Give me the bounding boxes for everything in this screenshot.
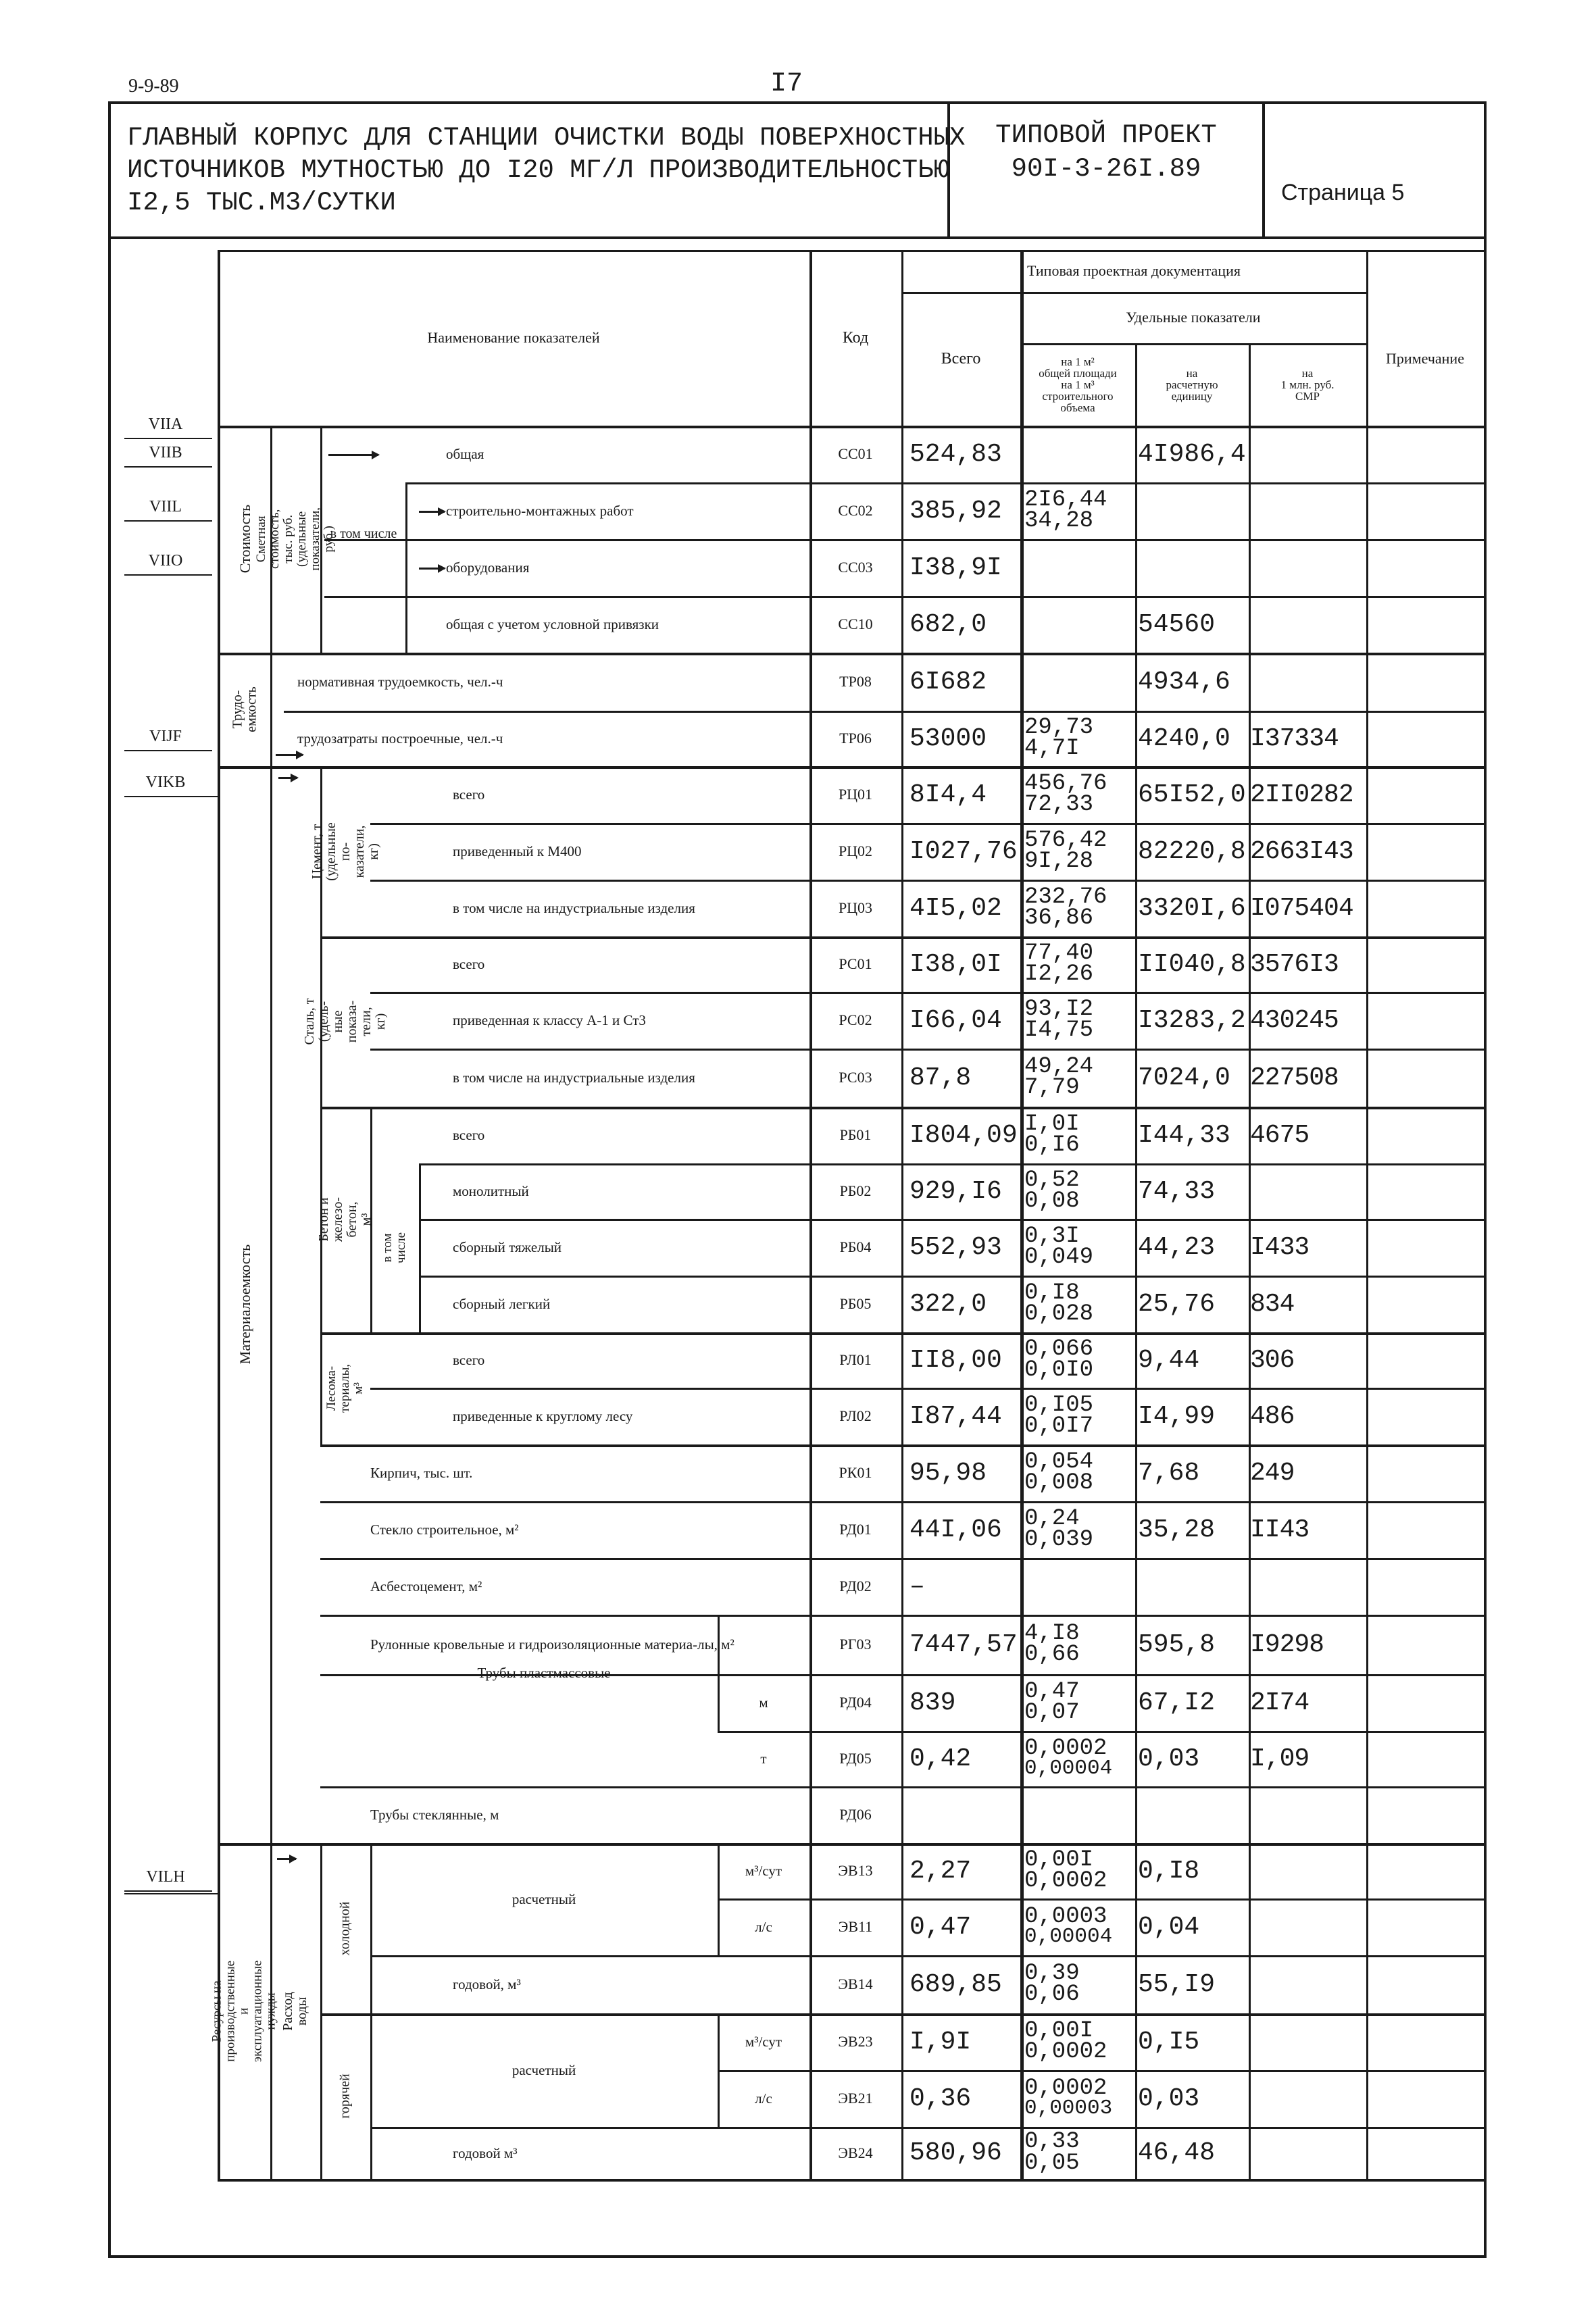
- row-code: РД06: [839, 1806, 872, 1823]
- row-per-area-value: 0,066: [1024, 1336, 1094, 1362]
- row-per-area: [1024, 2127, 1134, 2179]
- row-per-area-value: 0,47: [1024, 1678, 1080, 1705]
- group-steel: Сталь, т (удель-ные показа-тели, кг): [302, 998, 388, 1045]
- row-total: 839: [909, 1688, 956, 1717]
- row-per-unit: 4934,6: [1138, 667, 1230, 697]
- col-header-per-area-line: общей площади: [1039, 366, 1117, 380]
- row-per-area-value: 0,0003: [1024, 1904, 1107, 1930]
- row-code: ТР08: [839, 673, 872, 690]
- row-per-area-value: 77,40: [1024, 940, 1094, 966]
- row-per-mln: [1250, 1898, 1365, 1955]
- col-header-per-unit-line: расчетную: [1166, 378, 1218, 391]
- row-code: РД04: [839, 1694, 872, 1711]
- row-name: приведенные к круглому лесу: [453, 1408, 633, 1424]
- row-per-area: [1024, 1674, 1134, 1731]
- row-per-area-value: 0,07: [1024, 1700, 1080, 1726]
- row-per-mln: I9298: [1250, 1630, 1324, 1659]
- row-code: РС03: [839, 1069, 872, 1086]
- row-per-area-value: 0,3I: [1024, 1223, 1080, 1249]
- row-total: I804,09: [909, 1120, 1018, 1150]
- row-per-mln: [1250, 2127, 1365, 2179]
- group-concrete: Бетон и железо-бетон, м³: [316, 1197, 374, 1242]
- row-total: I38,0I: [909, 949, 1002, 979]
- margin-mark: VIIA: [148, 415, 183, 433]
- project-number: 90I-3-26I.89: [1011, 154, 1201, 184]
- row-per-area-value: 0,0002: [1024, 2076, 1107, 2102]
- row-per-unit: [1138, 1786, 1247, 1843]
- row-code: СС02: [838, 502, 873, 519]
- row-per-mln: [1250, 1786, 1365, 1843]
- row-total: 44I,06: [909, 1515, 1002, 1544]
- col-header-per-area: [1020, 346, 1135, 423]
- row-code: РД01: [839, 1521, 872, 1538]
- row-total: 385,92: [909, 496, 1002, 526]
- row-code: ЭВ13: [838, 1862, 873, 1879]
- row-per-unit: 74,33: [1138, 1176, 1216, 1206]
- row-name: сборный тяжелый: [453, 1239, 562, 1255]
- row-code: РГ03: [839, 1636, 872, 1653]
- col-header-per-mln: [1249, 346, 1366, 423]
- row-per-area-value: 0,06: [1024, 1982, 1080, 2007]
- row-per-area: [1024, 1898, 1134, 1955]
- margin-mark: VIKB: [145, 773, 186, 791]
- row-name: всего: [453, 1127, 485, 1143]
- margin-mark: VIIO: [148, 551, 183, 570]
- row-name: годовой, м³: [453, 1976, 521, 1992]
- row-per-area: [1024, 936, 1134, 992]
- row-total: 95,98: [909, 1458, 987, 1488]
- row-total: 8I4,4: [909, 780, 987, 809]
- row-per-unit: 4240,0: [1138, 724, 1230, 753]
- calc-label-cold: расчетный: [512, 1890, 576, 1907]
- row-per-area-value: 0,054: [1024, 1449, 1094, 1475]
- row-per-unit: 3320I,6: [1138, 893, 1246, 923]
- row-per-area-value: I4,75: [1024, 1017, 1094, 1043]
- row-per-mln: [1250, 1955, 1365, 2013]
- row-code: ЭВ11: [838, 1918, 873, 1935]
- calc-label-hot: расчетный: [512, 2061, 576, 2078]
- row-per-unit: 25,76: [1138, 1289, 1216, 1319]
- row-code: СС01: [838, 445, 873, 462]
- title-block: [127, 122, 965, 219]
- margin-mark: VIJF: [149, 727, 182, 745]
- row-per-mln: [1250, 1558, 1365, 1615]
- row-per-mln: [1250, 539, 1365, 596]
- sheet-number: I7: [770, 69, 803, 99]
- row-per-mln: 2II0282: [1250, 780, 1353, 809]
- row-per-area: [1024, 1731, 1134, 1786]
- col-header-per-unit-line: на: [1186, 366, 1198, 380]
- row-per-area: [1024, 1107, 1134, 1163]
- group-resources: Ресурсы на производственные и эксплуатационные нужды: [209, 1960, 278, 2062]
- row-per-mln: I37334: [1250, 724, 1339, 753]
- row-per-area-value: 456,76: [1024, 770, 1107, 797]
- row-total: 929,I6: [909, 1176, 1002, 1206]
- col-header-code: Код: [842, 328, 869, 347]
- row-per-mln: 2I74: [1250, 1688, 1310, 1717]
- row-per-mln: I075404: [1250, 893, 1353, 923]
- row-per-area: [1024, 992, 1134, 1049]
- row-code: РС02: [839, 1011, 872, 1028]
- row-per-unit: [1138, 539, 1247, 596]
- row-per-mln: 486: [1250, 1401, 1295, 1431]
- row-code: РД02: [839, 1578, 872, 1594]
- row-name: оборудования: [446, 559, 530, 576]
- row-per-mln: [1250, 482, 1365, 539]
- row-total: I38,9I: [909, 553, 1002, 582]
- row-name: м: [759, 1694, 768, 1711]
- row-code: РЛ01: [839, 1351, 872, 1368]
- row-per-mln: 249: [1250, 1458, 1295, 1488]
- col-header-per-area-line: строительного: [1042, 389, 1114, 403]
- row-per-unit: 55,I9: [1138, 1969, 1216, 1999]
- row-per-area: [1024, 2070, 1134, 2127]
- row-code: РЦ01: [838, 786, 873, 803]
- row-per-area-value: 0,00I: [1024, 1846, 1094, 1873]
- row-per-area: [1024, 711, 1134, 766]
- row-per-area-value: 0,I6: [1024, 1132, 1080, 1158]
- row-per-area-value: 29,73: [1024, 714, 1094, 740]
- row-name: годовой м³: [453, 2144, 518, 2161]
- row-per-unit: 35,28: [1138, 1515, 1216, 1544]
- row-name: строительно-монтажных работ: [446, 503, 634, 519]
- row-per-area-value: 72,33: [1024, 792, 1094, 818]
- row-per-area-value: 0,0002: [1024, 2039, 1107, 2065]
- row-per-area-value: 0,0002: [1024, 1868, 1107, 1894]
- row-name: всего: [453, 1352, 485, 1368]
- row-per-area-value: 36,86: [1024, 905, 1094, 931]
- row-per-area: [1024, 1615, 1134, 1674]
- row-per-unit: 67,I2: [1138, 1688, 1216, 1717]
- row-per-area: [1024, 2013, 1134, 2070]
- col-header-per-area-line: объема: [1060, 401, 1095, 414]
- row-per-area-value: 0,00003: [1024, 2096, 1113, 2121]
- row-per-area-value: 576,42: [1024, 827, 1107, 853]
- row-per-unit: 0,I5: [1138, 2027, 1200, 2057]
- margin-mark: VIIL: [149, 497, 182, 515]
- row-code: ЭВ23: [838, 2033, 873, 2050]
- row-per-unit: 595,8: [1138, 1630, 1216, 1659]
- group-cost: Стоимость: [236, 505, 254, 574]
- row-total: II8,00: [909, 1345, 1002, 1375]
- group-cost-sub: Сметная стоимость, тыс. руб. (удельные показатели, руб.): [254, 507, 336, 571]
- col-header-per-mln-line: на: [1301, 366, 1314, 380]
- col-header-per-area-line: на 1 м²: [1061, 355, 1095, 368]
- row-total: 689,85: [909, 1969, 1002, 1999]
- row-per-unit: I44,33: [1138, 1120, 1230, 1150]
- row-total: 322,0: [909, 1289, 987, 1319]
- col-header-note: Примечание: [1386, 350, 1464, 367]
- row-total: 87,8: [909, 1063, 972, 1092]
- row-per-area: [1024, 1388, 1134, 1444]
- row-name: монолитный: [453, 1183, 529, 1199]
- row-per-mln: [1250, 2013, 1365, 2070]
- row-per-area-value: 49,24: [1024, 1053, 1094, 1080]
- row-per-area-value: 7,79: [1024, 1075, 1080, 1101]
- row-total: I87,44: [909, 1401, 1002, 1431]
- row-total: [909, 1786, 1018, 1843]
- row-code: РК01: [839, 1464, 872, 1481]
- row-name: л/с: [755, 2090, 772, 2107]
- row-per-unit: I4,99: [1138, 1401, 1216, 1431]
- row-per-unit: [1138, 482, 1247, 539]
- row-name: Стекло строительное, м²: [370, 1521, 519, 1538]
- group-concrete-in: в том числе: [380, 1232, 408, 1264]
- row-code: РБ01: [839, 1126, 872, 1143]
- row-per-mln: [1250, 2070, 1365, 2127]
- row-per-mln: 2663I43: [1250, 836, 1353, 866]
- row-per-area: [1024, 1444, 1134, 1501]
- row-per-mln: 306: [1250, 1345, 1295, 1375]
- row-total: I027,76: [909, 836, 1018, 866]
- row-code: РЦ02: [838, 842, 873, 859]
- row-per-area-value: 0,I8: [1024, 1280, 1080, 1306]
- row-per-unit: 46,48: [1138, 2138, 1216, 2167]
- row-name: м³/сут: [745, 2034, 782, 2050]
- row-per-area: [1024, 1276, 1134, 1332]
- row-per-area-value: 93,I2: [1024, 996, 1094, 1022]
- row-total: 682,0: [909, 609, 987, 639]
- row-per-mln: [1250, 653, 1365, 711]
- row-name: л/с: [755, 1919, 772, 1935]
- row-per-area-value: 0,008: [1024, 1470, 1094, 1496]
- row-per-mln: [1250, 1163, 1365, 1219]
- row-per-area-value: 0,028: [1024, 1301, 1094, 1327]
- row-per-area-value: 9I,28: [1024, 849, 1094, 874]
- group-in-that: в том числе: [330, 526, 397, 541]
- row-per-area-value: 0,39: [1024, 1960, 1080, 1986]
- row-total: 0,47: [909, 1912, 972, 1942]
- col-header-per-area-line: на 1 м³: [1061, 378, 1095, 391]
- col-header-typical-docs: Типовая проектная документация: [1027, 262, 1241, 279]
- row-per-area-value: 232,76: [1024, 884, 1107, 910]
- row-code: РД05: [839, 1750, 872, 1767]
- title-line-2: ИСТОЧНИКОВ МУТНОСТЬЮ ДО I20 МГ/Л ПРОИЗВОДИТЕЛЬНОСТЬЮ: [127, 155, 949, 185]
- page-label: Страница 5: [1281, 180, 1405, 205]
- row-per-mln: [1250, 426, 1365, 482]
- row-name: в том числе на индустриальные изделия: [453, 900, 695, 916]
- row-per-mln: I433: [1250, 1232, 1310, 1262]
- row-total: 6I682: [909, 667, 987, 697]
- row-total: 53000: [909, 724, 987, 753]
- row-name: всего: [453, 956, 485, 972]
- row-per-unit: 0,04: [1138, 1912, 1200, 1942]
- row-code: РЛ02: [839, 1407, 872, 1424]
- row-per-unit: II040,8: [1138, 949, 1246, 979]
- row-name: т: [760, 1751, 767, 1767]
- margin-mark: VILH: [146, 1867, 185, 1886]
- row-per-area: [1024, 1049, 1134, 1107]
- row-per-area-value: 0,05: [1024, 2150, 1080, 2176]
- row-code: РБ04: [839, 1238, 872, 1255]
- col-header-per-unit: [1135, 346, 1249, 423]
- row-per-area-value: 0,039: [1024, 1527, 1094, 1553]
- row-per-area: [1024, 482, 1134, 539]
- row-per-unit: 7024,0: [1138, 1063, 1230, 1092]
- group-hot: горячей: [337, 2073, 353, 2119]
- pipes-plastic-label: Трубы пластмассовые: [477, 1664, 611, 1681]
- row-code: СС10: [838, 615, 873, 632]
- row-per-area-value: 0,I05: [1024, 1392, 1094, 1418]
- row-per-area: [1024, 1332, 1134, 1388]
- row-per-mln: 430245: [1250, 1005, 1339, 1035]
- col-header-per-mln-line: 1 млн. руб.: [1280, 378, 1335, 391]
- row-total: 524,83: [909, 439, 1002, 469]
- title-line-1: ГЛАВНЫЙ КОРПУС ДЛЯ СТАНЦИИ ОЧИСТКИ ВОДЫ ПОВЕРХНОСТНЫХ: [127, 123, 966, 153]
- row-total: 552,93: [909, 1232, 1002, 1262]
- row-code: СС03: [838, 559, 873, 576]
- row-per-area-value: 0,08: [1024, 1188, 1080, 1214]
- row-per-mln: 834: [1250, 1289, 1295, 1319]
- row-code: ЭВ14: [838, 1976, 873, 1992]
- row-per-mln: I,09: [1250, 1744, 1310, 1774]
- row-per-area-value: 4,7I: [1024, 736, 1080, 761]
- row-per-unit: 4I986,4: [1138, 439, 1246, 469]
- row-per-area: [1024, 766, 1134, 823]
- row-per-area: [1024, 823, 1134, 880]
- col-header-per-mln-line: СМР: [1295, 389, 1320, 403]
- row-name: приведенная к классу А-1 и Ст3: [453, 1012, 646, 1028]
- row-per-mln: 3576I3: [1250, 949, 1339, 979]
- row-code: РБ02: [839, 1182, 872, 1199]
- row-code: РЦ03: [838, 899, 873, 916]
- row-total: 580,96: [909, 2138, 1002, 2167]
- row-name: нормативная трудоемкость, чел.-ч: [297, 674, 503, 690]
- row-per-area: [1024, 1163, 1134, 1219]
- row-per-area-value: 4,I8: [1024, 1620, 1080, 1646]
- row-name: м³/сут: [745, 1863, 782, 1879]
- row-per-area: [1024, 1955, 1134, 2013]
- row-per-area: [1024, 880, 1134, 936]
- row-total: 0,36: [909, 2084, 972, 2113]
- row-per-unit: 9,44: [1138, 1345, 1200, 1375]
- row-total: I66,04: [909, 1005, 1002, 1035]
- group-labor: Трудо-емкость: [230, 686, 259, 732]
- group-cold: холодной: [337, 1901, 353, 1955]
- group-materials: Материалоемкость: [236, 1244, 254, 1365]
- row-name: Кирпич, тыс. шт.: [370, 1465, 473, 1481]
- row-per-area-value: 34,28: [1024, 508, 1094, 534]
- row-per-mln: 227508: [1250, 1063, 1339, 1092]
- row-per-unit: 82220,8: [1138, 836, 1246, 866]
- row-name: Асбестоцемент, м²: [370, 1578, 482, 1594]
- row-name: Трубы стеклянные, м: [370, 1807, 499, 1823]
- row-per-area-value: 0,33: [1024, 2129, 1080, 2155]
- row-name: общая с учетом условной привязки: [446, 616, 659, 632]
- row-per-unit: I3283,2: [1138, 1005, 1246, 1035]
- row-per-unit: 65I52,0: [1138, 780, 1246, 809]
- row-per-area-value: 0,0I7: [1024, 1413, 1094, 1439]
- col-header-name: Наименование показателей: [427, 329, 600, 346]
- row-per-area-value: I,0I: [1024, 1111, 1080, 1137]
- row-per-unit: 54560: [1138, 609, 1216, 639]
- row-name: сборный легкий: [453, 1296, 551, 1312]
- row-code: ТР06: [839, 730, 872, 747]
- row-per-area: [1024, 1843, 1134, 1898]
- row-total: 0,42: [909, 1744, 972, 1774]
- row-per-area-value: 0,0002: [1024, 1736, 1107, 1762]
- col-header-specific: Удельные показатели: [1126, 309, 1261, 326]
- row-per-unit: 0,03: [1138, 2084, 1200, 2113]
- row-name: в том числе на индустриальные изделия: [453, 1070, 695, 1086]
- col-header-total: Всего: [941, 349, 981, 368]
- row-per-area-value: 0,66: [1024, 1642, 1080, 1667]
- row-code: ЭВ21: [838, 2090, 873, 2107]
- margin-mark: VIIB: [149, 443, 182, 461]
- row-per-area: [1024, 1219, 1134, 1276]
- row-total: 4I5,02: [909, 893, 1002, 923]
- row-code: ЭВ24: [838, 2144, 873, 2161]
- row-name: Рулонные кровельные и гидроизоляционные материа-лы, м²: [370, 1636, 734, 1653]
- doc-code: 9-9-89: [128, 76, 179, 97]
- row-per-unit: 0,03: [1138, 1744, 1200, 1774]
- group-timber: Лесома-териалы, м³: [324, 1363, 366, 1413]
- row-total: I,9I: [909, 2027, 972, 2057]
- row-total: 7447,57: [909, 1630, 1018, 1659]
- row-code: РС01: [839, 955, 872, 972]
- title-line-3: I2,5 ТЫС.М3/СУТКИ: [127, 188, 396, 218]
- row-per-mln: [1250, 596, 1365, 653]
- row-name: всего: [453, 786, 485, 803]
- row-per-unit: 7,68: [1138, 1458, 1200, 1488]
- row-per-area-value: 2I6,44: [1024, 486, 1107, 513]
- row-name: приведенный к М400: [453, 843, 582, 859]
- group-cement: Цемент, т (удельные по-казатели, кг): [309, 822, 381, 881]
- row-per-area-value: 0,24: [1024, 1505, 1080, 1532]
- row-per-area-value: 0,00004: [1024, 1757, 1113, 1781]
- project-label: ТИПОВОЙ ПРОЕКТ: [995, 120, 1217, 150]
- row-per-mln: II43: [1250, 1515, 1310, 1544]
- row-name: общая: [446, 446, 484, 462]
- row-per-unit: 0,I8: [1138, 1856, 1200, 1886]
- row-per-area-value: 0,00004: [1024, 1925, 1113, 1949]
- row-per-mln: [1250, 1843, 1365, 1898]
- row-per-mln: 4675: [1250, 1120, 1310, 1150]
- row-per-area: [1024, 1501, 1134, 1558]
- row-code: РБ05: [839, 1295, 872, 1312]
- row-per-area-value: I2,26: [1024, 961, 1094, 987]
- row-name: трудозатраты построечные, чел.-ч: [297, 730, 503, 747]
- row-per-area-value: 0,049: [1024, 1244, 1094, 1270]
- row-per-unit: [1138, 1558, 1247, 1615]
- row-per-area-value: 0,0I0: [1024, 1357, 1094, 1383]
- group-water: Расход воды: [280, 1991, 309, 2031]
- row-total: 2,27: [909, 1856, 972, 1886]
- row-per-area-value: 0,00I: [1024, 2017, 1094, 2044]
- col-header-per-unit-line: единицу: [1171, 389, 1213, 403]
- row-per-unit: 44,23: [1138, 1232, 1216, 1262]
- row-per-area-value: 0,52: [1024, 1167, 1080, 1193]
- row-total: –: [909, 1571, 925, 1601]
